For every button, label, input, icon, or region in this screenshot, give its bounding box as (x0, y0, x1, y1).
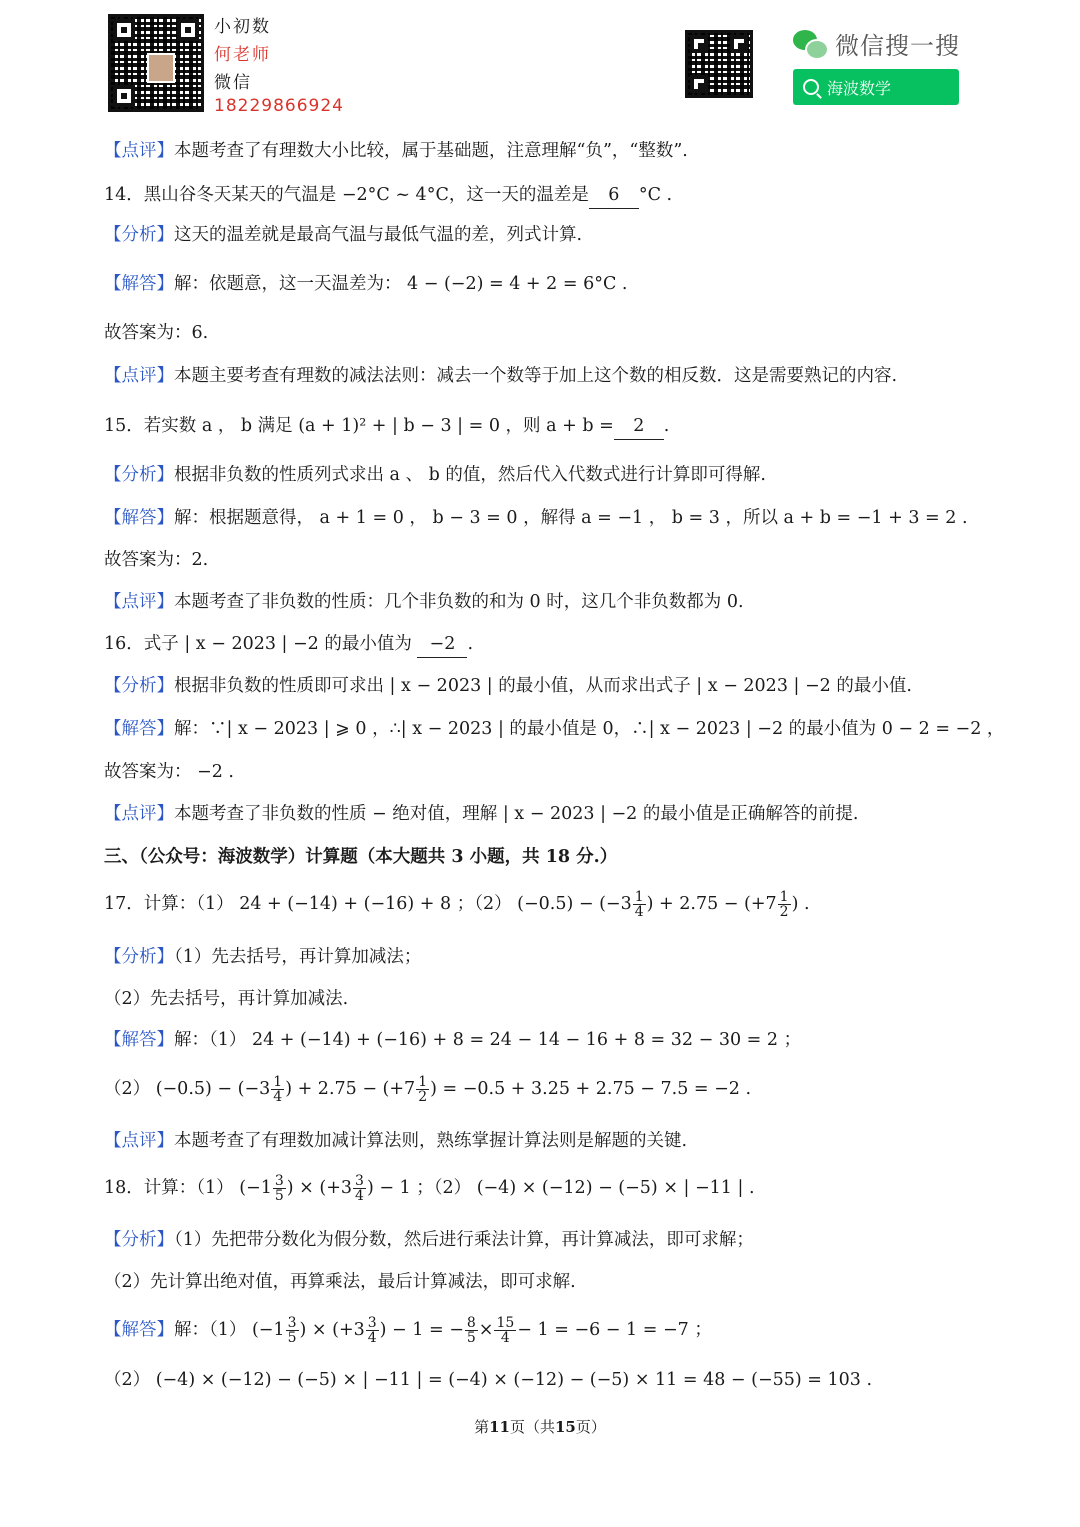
final-answer-16: 故答案为： −2 . (104, 762, 234, 782)
page-footer: 第11页（共15页） (474, 1418, 606, 1436)
note-line-2: 何老师 (214, 45, 271, 65)
fraction: $\frac{3}{5}$ (287, 1315, 297, 1346)
fraction: $\frac{3}{5}$ (274, 1173, 284, 1204)
page-total: 15 (555, 1418, 576, 1436)
question-17: 17．计算：（1） 24 + (−14) + (−16) + 8 ；（2） (−0.5) − (−3 $\frac{1}{4}$ ) + 2.75 − (+7 $\frac{1}{2}$ ) . (104, 889, 810, 920)
qr-finder-mark (690, 75, 708, 93)
wechat-icon (793, 30, 827, 58)
qr-finder-mark (730, 35, 748, 53)
page-number: 11 (489, 1418, 510, 1436)
solution-16: 【解答】解：∵| x − 2023 | ⩾ 0 ，∴| x − 2023 | 的最小值是 0，∴| x − 2023 | −2 的最小值为 0 − 2 = −2 ， (104, 719, 1005, 739)
question-18: 18．计算：（1） (−1 $\frac{3}{5}$ ) × (+3 $\frac{3}{4}$ ) − 1 ；（2） (−4) × (−12) − (−5) × | −11 | . (104, 1173, 755, 1204)
analysis-17-part1: 【分析】（1）先去括号，再计算加减法； (104, 947, 422, 967)
fraction: $\frac{1}{4}$ (273, 1074, 283, 1105)
qr-finder-mark (177, 19, 199, 41)
fraction: $\frac{1}{4}$ (634, 889, 644, 920)
teacher-qr-code (108, 14, 204, 112)
qr-finder-mark (690, 35, 708, 53)
analysis-18-part1: 【分析】（1）先把带分数化为假分数，然后进行乘法计算，再计算减法，即可求解； (104, 1230, 754, 1250)
analysis-17-part2: （2）先去括号，再计算加减法. (104, 989, 349, 1009)
answer-blank: −2 (417, 631, 467, 658)
note-line-1: 小初数 (214, 17, 271, 37)
brand-text: 微信搜一搜 (835, 32, 960, 60)
analysis-16: 【分析】根据非负数的性质即可求出 | x − 2023 | 的最小值，从而求出式子 | x − 2023 | −2 的最小值. (104, 676, 912, 696)
solution-18-part2: （2） (−4) × (−12) − (−5) × | −11 | = (−4) × (−12) − (−5) × 11 = 48 − (−55) = 103 . (104, 1370, 873, 1390)
wechat-search-brand (793, 26, 960, 61)
analysis-18-part2: （2）先计算出绝对值，再算乘法，最后计算减法，即可求解. (104, 1272, 576, 1292)
final-answer-15: 故答案为：2. (104, 550, 209, 570)
teacher-avatar (147, 53, 175, 83)
search-label: 海波数学 (827, 78, 892, 98)
final-answer-14: 故答案为：6. (104, 323, 209, 343)
solution-18-part1: 【解答】解：（1） (−1 $\frac{3}{5}$ ) × (+3 $\frac{3}{4}$ ) − 1 = − $\frac{8}{5}$ × $\frac{15}{4}$ − 1 = −6 − 1 = −7 ； (104, 1315, 712, 1346)
question-14: 14．黑山谷冬天某天的气温是 −2°C ~ 4°C，这一天的温差是 6 °C . (104, 182, 672, 209)
fraction: $\frac{15}{4}$ (496, 1315, 515, 1346)
answer-blank: 6 (589, 182, 639, 209)
qr-finder-mark (113, 85, 135, 107)
phone-number: 18229866924 (214, 96, 344, 116)
analysis-15: 【分析】根据非负数的性质列式求出 a 、 b 的值，然后代入代数式进行计算即可得解. (104, 465, 766, 485)
solution-17-part1: 【解答】解：（1） 24 + (−14) + (−16) + 8 = 24 − 14 − 16 + 8 = 32 − 30 = 2 ； (104, 1030, 802, 1050)
comment-14: 【点评】本题主要考查有理数的减法法则：减去一个数等于加上这个数的相反数．这是需要熟记的内容. (104, 366, 898, 386)
comment-17: 【点评】本题考查了有理数加减计算法则，熟练掌握计算法则是解题的关键. (104, 1131, 688, 1151)
fraction: $\frac{1}{2}$ (418, 1074, 428, 1105)
search-button[interactable] (793, 69, 959, 105)
question-15: 15．若实数 a ， b 满足 (a + 1)² + | b − 3 | = 0 ，则 a + b = 2 . (104, 413, 669, 440)
fraction: $\frac{3}{4}$ (367, 1315, 377, 1346)
answer-blank: 2 (614, 413, 664, 440)
fraction: $\frac{1}{2}$ (779, 889, 789, 920)
comment-13: 【点评】本题考查了有理数大小比较，属于基础题，注意理解“负”，“整数”. (104, 141, 688, 161)
solution-15: 【解答】解：根据题意得， a + 1 = 0 ， b − 3 = 0 ，解得 a = −1 ， b = 3 ，所以 a + b = −1 + 3 = 2 . (104, 508, 968, 528)
solution-14: 【解答】解：依题意，这一天温差为： 4 − (−2) = 4 + 2 = 6°C . (104, 274, 628, 294)
comment-15: 【点评】本题考查了非负数的性质：几个非负数的和为 0 时，这几个非负数都为 0. (104, 592, 744, 612)
question-16: 16．式子 | x − 2023 | −2 的最小值为 −2 . (104, 631, 473, 658)
wechat-qr-code (685, 30, 753, 98)
qr-finder-mark (113, 19, 135, 41)
note-line-3: 微信 (214, 73, 252, 93)
page-header (0, 0, 1080, 125)
section-heading-3: 三、（公众号：海波数学）计算题（本大题共 3 小题，共 18 分.） (104, 847, 618, 867)
fraction: $\frac{3}{4}$ (355, 1173, 364, 1204)
comment-16: 【点评】本题考查了非负数的性质 − 绝对值，理解 | x − 2023 | −2 的最小值是正确解答的前提. (104, 804, 859, 824)
analysis-14: 【分析】这天的温差就是最高气温与最低气温的差，列式计算. (104, 225, 583, 245)
solution-17-part2: （2） (−0.5) − (−3 $\frac{1}{4}$ ) + 2.75 − (+7 $\frac{1}{2}$ ) = −0.5 + 3.25 + 2.75 − 7.5 = −2 . (104, 1074, 752, 1105)
search-icon (803, 79, 819, 95)
fraction: $\frac{8}{5}$ (466, 1315, 476, 1346)
